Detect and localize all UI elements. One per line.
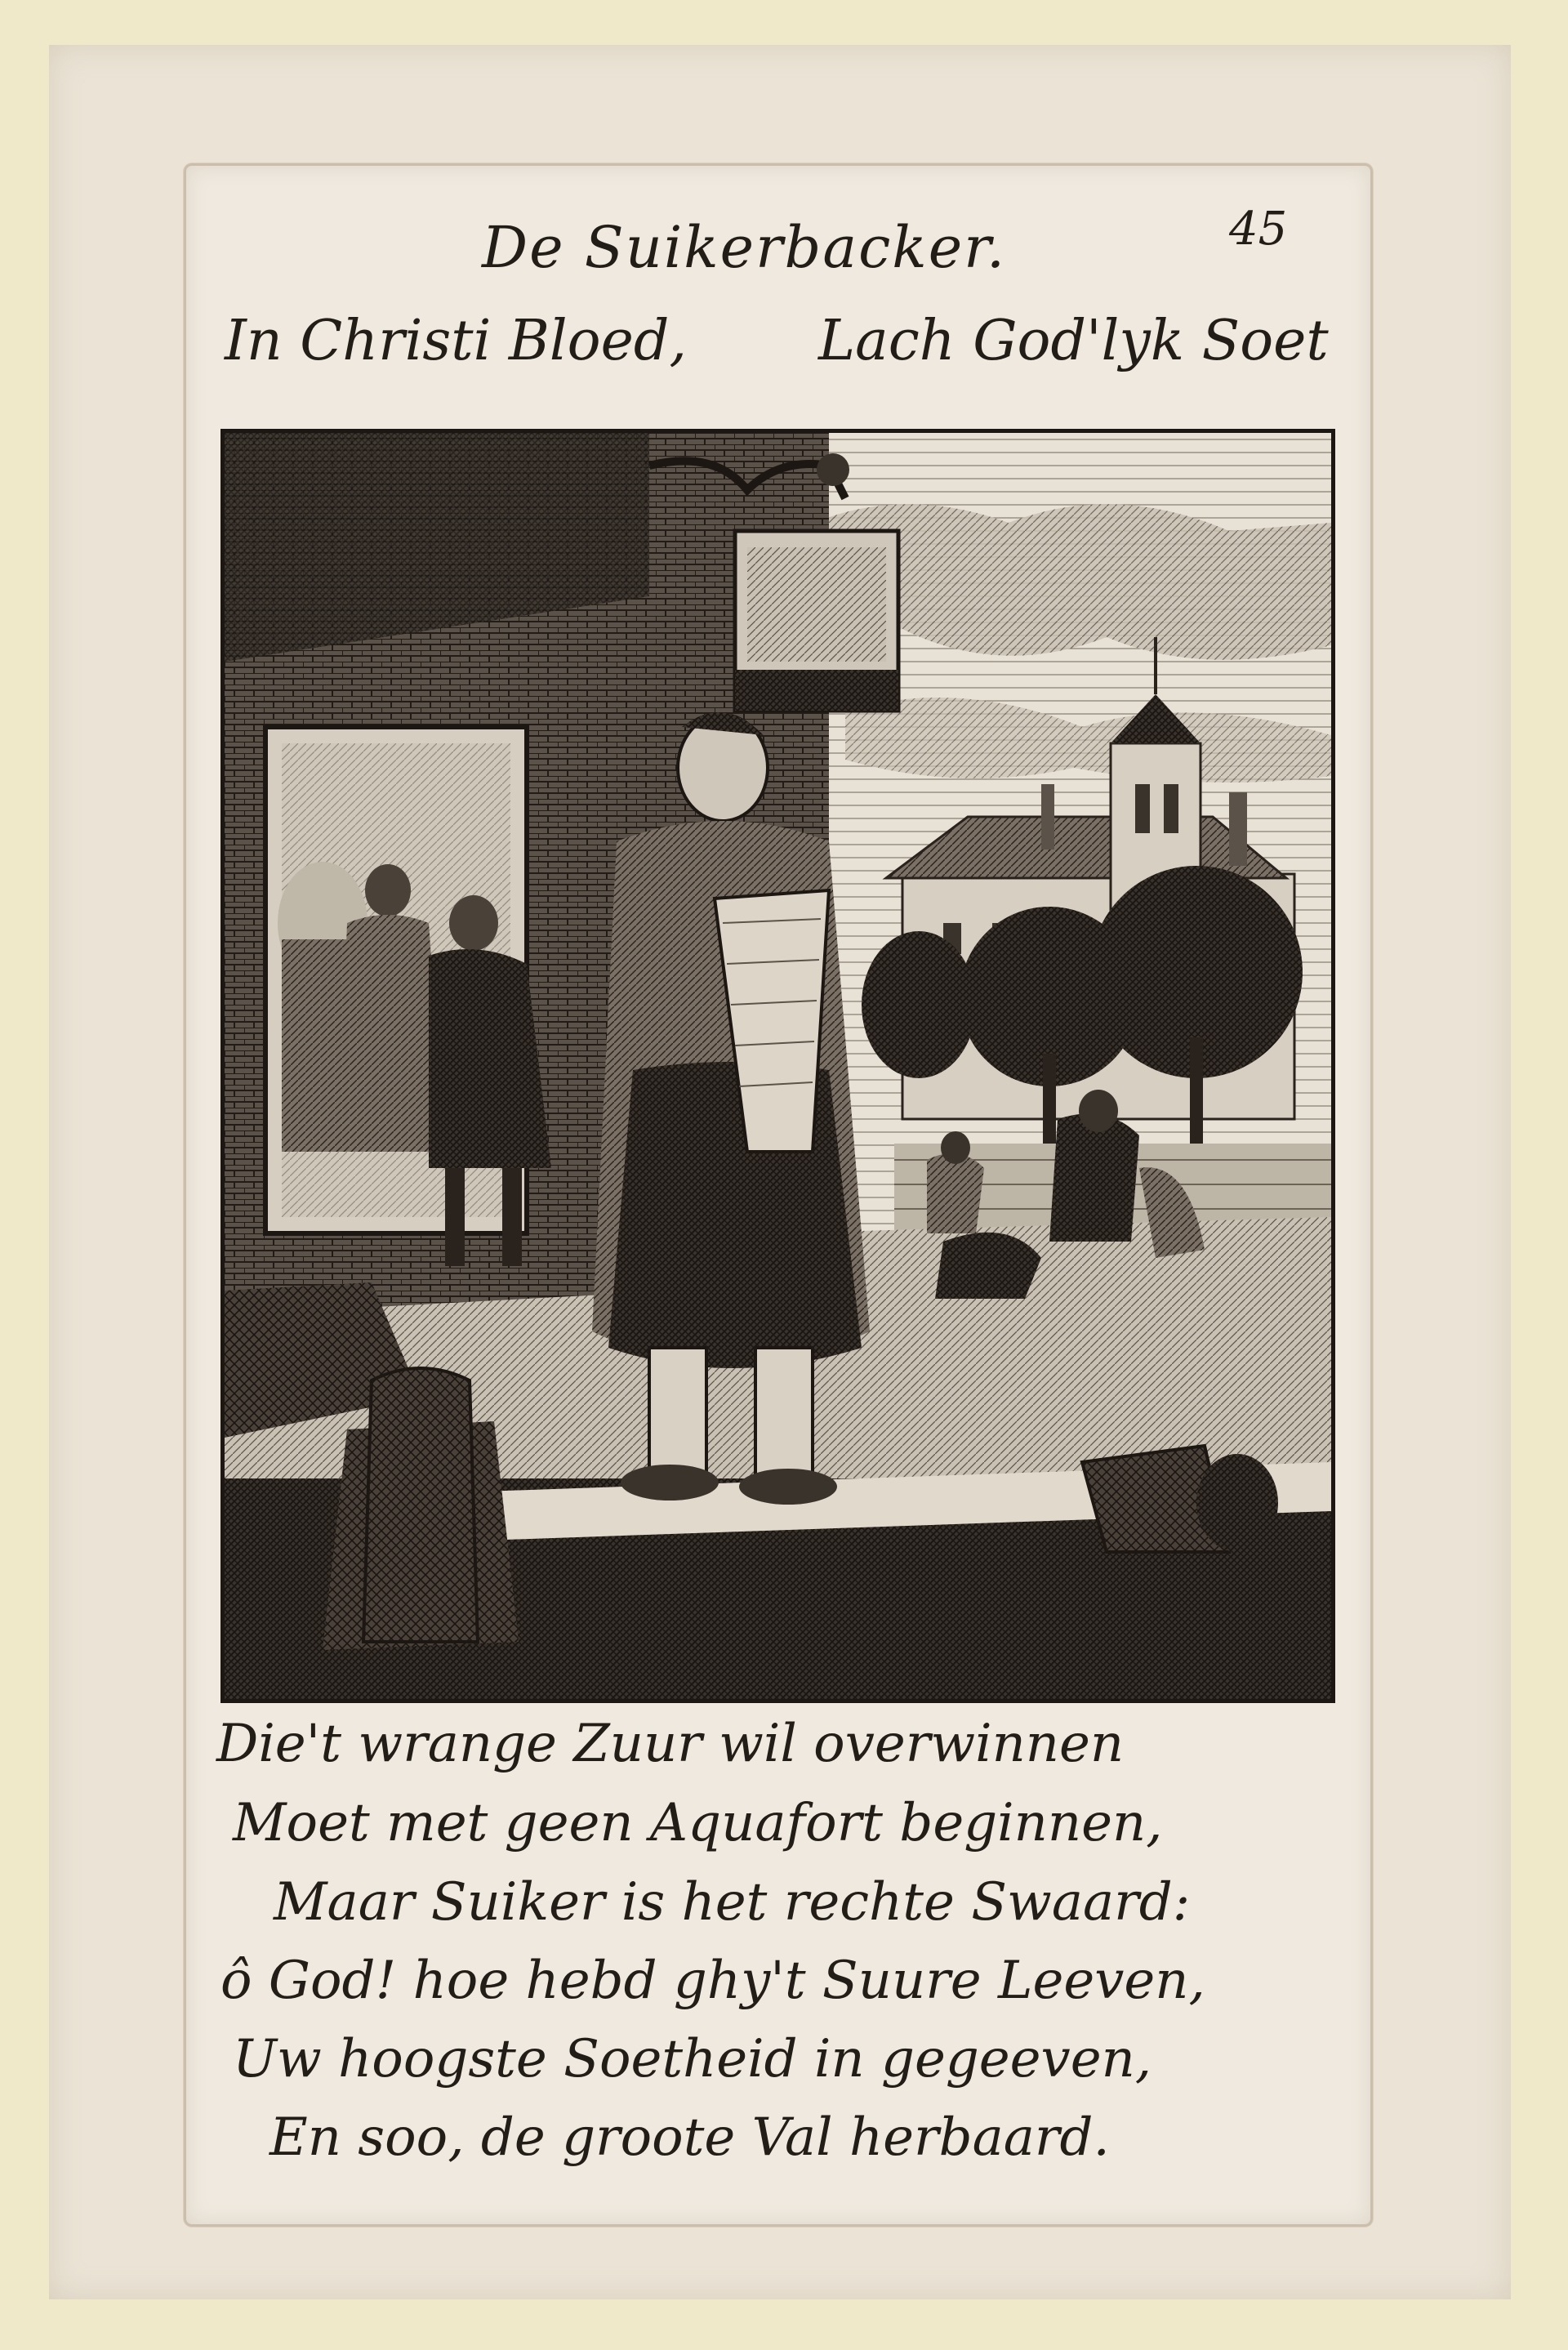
motto-left: In Christi Bloed, — [225, 309, 687, 373]
verse-line-4: ô God! hoe hebd ghy't Suure Leeven, — [220, 1951, 1205, 2011]
plate-number: 45 — [1229, 203, 1288, 256]
motto-right: Lach God'lyk Soet — [818, 309, 1329, 373]
verse-line-1: Die't wrange Zuur wil overwinnen — [216, 1714, 1125, 1774]
verse-line-2: Moet met geen Aquafort beginnen, — [233, 1793, 1163, 1853]
verse-line-5: Uw hoogste Soetheid in gegeeven, — [233, 2029, 1152, 2089]
plate-title: De Suikerbacker. — [482, 214, 1007, 281]
verse-line-3: Maar Suiker is het rechte Swaard: — [274, 1872, 1191, 1933]
verse-line-6: En soo, de groote Val herbaard. — [270, 2107, 1110, 2168]
engraving-illustration — [220, 429, 1335, 1703]
